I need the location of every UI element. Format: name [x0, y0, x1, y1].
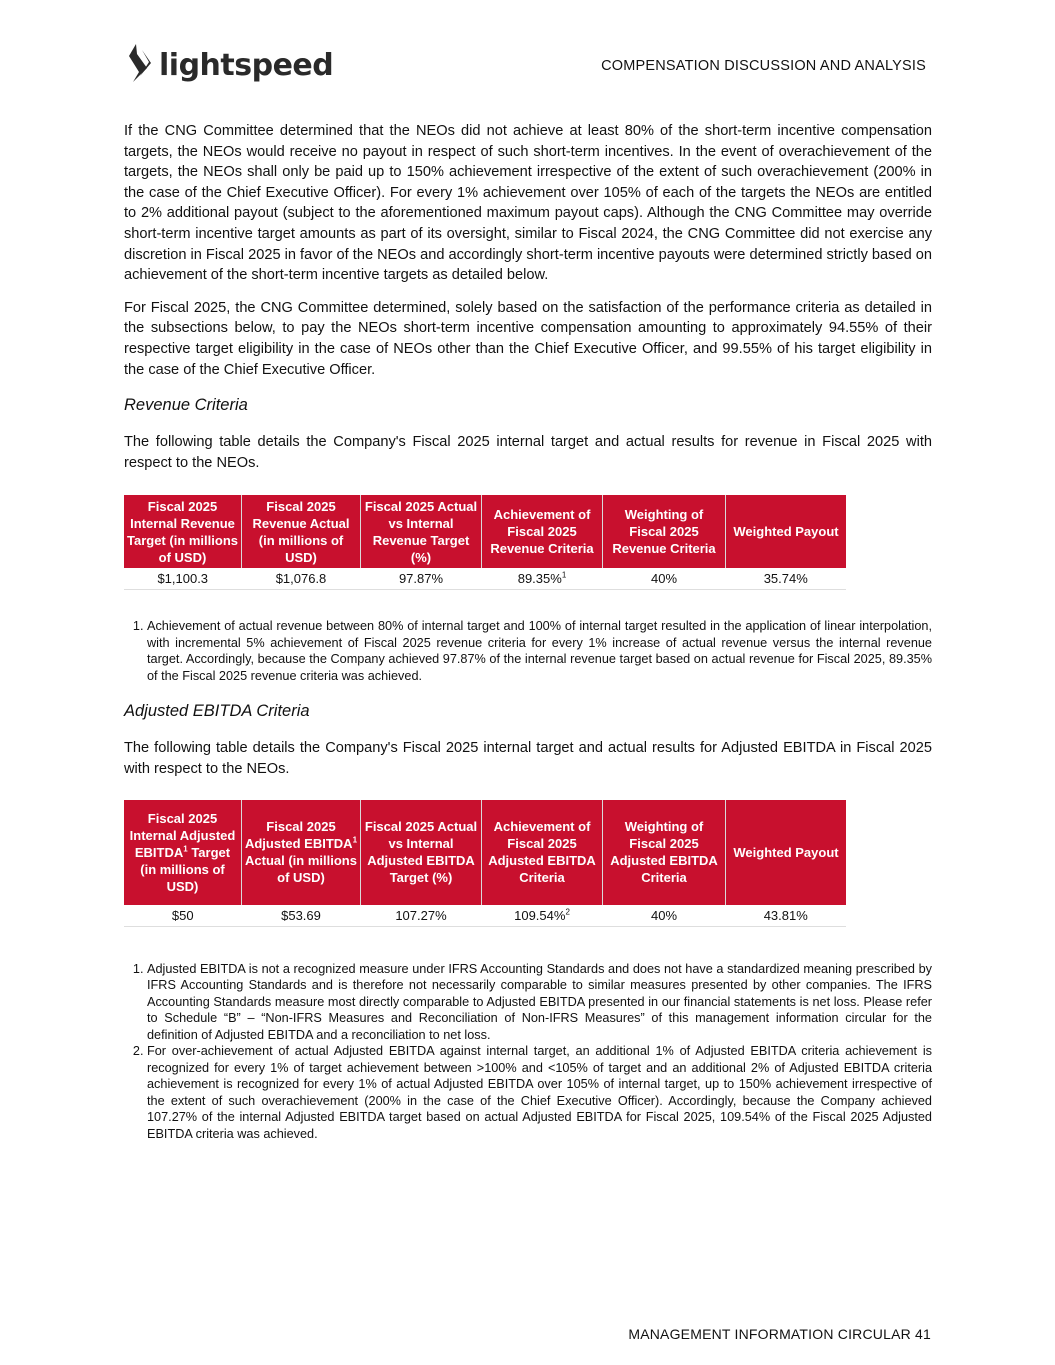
ebitda-header-internal-target-text: Fiscal 2025 Internal Adjusted EBITDA	[129, 810, 236, 860]
footnote-ref: 1	[561, 570, 567, 580]
revenue-footnote-1: 1. Achievement of actual revenue between 80% of internal target and 100% of internal target resulted in the application of linear interpolation, with incremental 5% achievement of Fiscal 2025 revenue criteria for every 1% increase of actual revenue versus the internal revenue target. Accordingly, because the Company achieved 97.87% of the internal revenue target based on actual revenue for Fiscal 2025, 89.35% of the Fiscal 2025 revenue criteria was achieved.	[147, 618, 932, 684]
table-row	[124, 568, 846, 590]
revenue-weighted-payout-value: 35.74%	[726, 568, 847, 590]
footnote-ref: 1	[352, 835, 358, 845]
ebitda-intro: The following table details the Company's Fiscal 2025 internal target and actual results for Adjusted EBITDA in Fiscal 2025 with respect to the NEOs.	[124, 740, 932, 777]
revenue-header-achievement: Achievement of Fiscal 2025 Revenue Criteria	[482, 495, 603, 568]
ebitda-header-weighting: Weighting of Fiscal 2025 Adjusted EBITDA Criteria	[603, 800, 726, 905]
ebitda-table-header-row	[124, 800, 846, 905]
ebitda-footnotes	[124, 961, 932, 1143]
ebitda-pct-value: 107.27%	[361, 905, 482, 927]
paragraph-payout-rules: If the CNG Committee determined that the NEOs did not achieve at least 80% of the short-term incentive compensation targets, the NEOs would receive no payout in respect of such short-term incentives. In the event of overachievement of the targets, the NEOs shall only be paid up to 150% achievement irrespective of the extent of such overachievement (200% in the case of the Chief Executive Officer). For every 1% achievement over 105% of each of the targets the NEOs are entitled to 2% additional payout (subject to the aforementioned maximum payout caps). Although the CNG Committee may override short-term incentive target amounts as part of its oversight, similar to Fiscal 2024, the CNG Committee did not exercise any discretion in Fiscal 2025 in favor of the NEOs and accordingly short-term incentive payouts were determined strictly based on achievement of the short-term incentive targets as detailed below.	[124, 123, 932, 284]
revenue-footnotes	[124, 618, 932, 684]
paragraph-fiscal-2025-payout: For Fiscal 2025, the CNG Committee determined, solely based on the satisfaction of the performance criteria as detailed in the subsections below, to pay the NEOs short-term incentive compensation amounting to approximately 94.55% of their respective target eligibility in the case of NEOs other than the Chief Executive Officer, and 99.55% of his target eligibility in the case of the Chief Executive Officer.	[124, 299, 932, 378]
ebitda-weighted-payout-value: 43.81%	[726, 905, 847, 927]
ebitda-header-actual-text: Fiscal 2025 Adjusted EBITDA	[244, 819, 353, 851]
ebitda-footnote-2: 2. For over-achievement of actual Adjusted EBITDA against internal target, an additional 1% of Adjusted EBITDA criteria achievement is recognized for every 1% of target achievement between >100% and <105% of target and an additional 2% of Adjusted EBITDA criteria achievement is recognized for every 1% of actual Adjusted EBITDA over 105% of internal target, up to 150% achievement irrespective of the extent of such overachievement (200% in the case of the Chief Executive Officer). Accordingly, because the Company achieved 107.27% of the internal Adjusted EBITDA target based on actual Adjusted EBITDA for Fiscal 2025, 109.54% of the Fiscal 2025 Adjusted EBITDA criteria was achieved.	[147, 1043, 932, 1142]
company-logo	[127, 43, 333, 87]
revenue-achievement-cell	[482, 568, 603, 590]
footnote-ref: 2	[565, 907, 570, 917]
section-header-title: COMPENSATION DISCUSSION AND ANALYSIS	[601, 58, 926, 74]
ebitda-header-actual	[242, 800, 361, 905]
ebitda-header-achievement: Achievement of Fiscal 2025 Adjusted EBITDA Criteria	[482, 800, 603, 905]
ebitda-header-actual-vs-target: Fiscal 2025 Actual vs Internal Adjusted EBITDA Target (%)	[361, 800, 482, 905]
revenue-intro: The following table details the Company's Fiscal 2025 internal target and actual results for revenue in Fiscal 2025 with respect to the NEOs.	[124, 434, 932, 471]
revenue-header-weighted-payout: Weighted Payout	[726, 495, 847, 568]
ebitda-header-internal-target-tail: Target (in millions of USD)	[140, 844, 231, 894]
revenue-header-internal-target: Fiscal 2025 Internal Revenue Target (in millions of USD)	[124, 495, 242, 568]
revenue-weighting-value: 40%	[603, 568, 726, 590]
revenue-header-weighting: Weighting of Fiscal 2025 Revenue Criteria	[603, 495, 726, 568]
revenue-table	[124, 495, 846, 590]
ebitda-weighting-value: 40%	[603, 905, 726, 927]
revenue-criteria-heading: Revenue Criteria	[124, 396, 248, 415]
revenue-target-value: $1,100.3	[124, 568, 242, 590]
revenue-header-actual: Fiscal 2025 Revenue Actual (in millions of USD)	[242, 495, 361, 568]
page-footer: MANAGEMENT INFORMATION CIRCULAR 41	[628, 1326, 931, 1342]
ebitda-actual-value: $53.69	[242, 905, 361, 927]
ebitda-header-internal-target	[124, 800, 242, 905]
revenue-actual-value: $1,076.8	[242, 568, 361, 590]
ebitda-header-actual-tail: Actual (in millions of USD)	[245, 853, 357, 885]
revenue-pct-value: 97.87%	[361, 568, 482, 590]
revenue-table-header-row	[124, 495, 846, 568]
logo-text: lightspeed	[159, 47, 334, 83]
table-row	[124, 905, 846, 927]
ebitda-target-value: $50	[124, 905, 242, 927]
ebitda-header-weighted-payout: Weighted Payout	[726, 800, 847, 905]
footnote-ref: 1	[183, 844, 188, 854]
ebitda-achievement-cell	[482, 905, 603, 927]
ebitda-criteria-heading: Adjusted EBITDA Criteria	[124, 702, 310, 721]
ebitda-footnote-1: 1. Adjusted EBITDA is not a recognized measure under IFRS Accounting Standards and does not have a standardized meaning prescribed by IFRS Accounting Standards and is therefore not necessarily comparable to similar measures presented by other companies. The IFRS Accounting Standards measure most directly comparable to Adjusted EBITDA presented in our financial statements is net loss. Please refer to Schedule “B” – “Non-IFRS Measures and Reconciliation of Non-IFRS Measures” of this management information circular for the definition of Adjusted EBITDA and a reconciliation to net loss.	[147, 961, 932, 1044]
revenue-achievement-value: 89.35%	[517, 571, 562, 587]
flame-icon	[127, 42, 153, 89]
ebitda-achievement-value: 109.54%	[514, 907, 566, 923]
main-content	[124, 121, 932, 1142]
ebitda-table	[124, 800, 846, 927]
revenue-header-actual-vs-target: Fiscal 2025 Actual vs Internal Revenue Target (%)	[361, 495, 482, 568]
